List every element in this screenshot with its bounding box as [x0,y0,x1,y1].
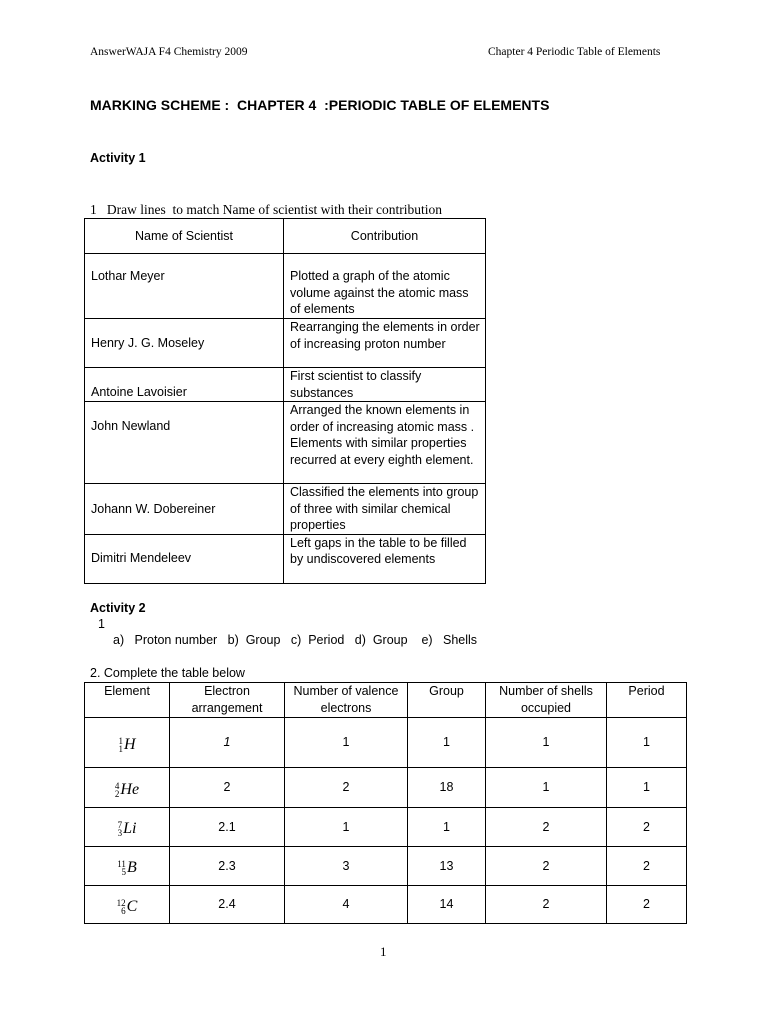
scientist-name: John Newland [85,402,284,484]
mass-number: 4 [114,780,120,791]
header-electron-arrangement: Electron arrangement [170,683,285,718]
page-number: 1 [380,944,387,959]
scientist-contribution: Plotted a graph of the atomic volume against the atomic mass of elements [284,254,486,319]
element-symbol [117,860,136,877]
element-symbol [115,782,139,799]
symbol: H [123,735,136,753]
element-symbol [118,737,135,754]
group: 1 [408,808,486,847]
mass-number: 1 [118,735,123,746]
element-symbol-cell [85,847,170,886]
table-row [85,319,486,368]
table-row [85,534,486,583]
shells-occupied: 1 [486,768,607,808]
header-right: Chapter 4 Periodic Table of Elements [488,46,661,58]
header-group: Group [408,683,486,718]
header-name-of-scientist: Name of Scientist [85,219,284,254]
header-period: Period [607,683,687,718]
atomic-number: 1 [118,743,123,754]
scientist-name: Henry J. G. Moseley [85,319,284,368]
electron-arrangement: 2.1 [170,808,285,847]
header-element: Element [85,683,170,718]
table-row [85,808,687,847]
atomic-number: 3 [117,828,123,839]
table-row [85,484,486,535]
electron-arrangement: 2.3 [170,847,285,886]
table-row [85,254,486,319]
scientist-table-header [85,219,486,254]
header-shells-occupied: Number of shells occupied [486,683,607,718]
activity-2-answers: a) Proton number b) Group c) Period d) Group e) Shells [113,633,478,647]
atomic-number: 5 [121,867,126,878]
scientist-contribution: Rearranging the elements in order of increasing proton number [284,319,486,368]
group: 1 [408,718,486,768]
mass-number: 11 [117,859,126,870]
period: 2 [607,808,687,847]
scientist-contribution: Classified the elements into group of three with similar chemical properties [284,484,486,535]
activity-1-question: 1 Draw lines to match Name of scientist with their contribution [90,202,443,217]
period: 1 [607,768,687,808]
activity-2-question-number: 1 [98,617,105,631]
element-symbol [117,899,138,916]
group: 14 [408,886,486,924]
electron-arrangement: 2 [170,768,285,808]
scientist-name: Antoine Lavoisier [85,368,284,402]
period: 2 [607,847,687,886]
scientist-table [84,218,486,584]
mass-number: 12 [116,897,126,908]
valence-electrons: 1 [285,808,408,847]
scientist-name: Dimitri Mendeleev [85,534,284,583]
symbol: Li [123,820,137,838]
valence-electrons: 3 [285,847,408,886]
element-symbol-cell [85,768,170,808]
valence-electrons: 2 [285,768,408,808]
activity-1-heading: Activity 1 [90,151,146,165]
page-title: MARKING SCHEME : CHAPTER 4 :PERIODIC TABLE OF ELEMENTS [90,97,550,113]
table-row [85,847,687,886]
header-valence-electrons: Number of valence electrons [285,683,408,718]
scientist-contribution: First scientist to classify substances [284,368,486,402]
element-table [84,682,687,924]
table-row [85,402,486,484]
header-left: AnswerWAJA F4 Chemistry 2009 [90,46,248,58]
table-row [85,718,687,768]
atomic-number: 6 [121,905,126,916]
valence-electrons: 4 [285,886,408,924]
scientist-name: Lothar Meyer [85,254,284,319]
activity-2-heading: Activity 2 [90,601,146,615]
scientist-contribution: Arranged the known elements in order of increasing atomic mass . Elements with similar properties recurred at every eighth element. [284,402,486,484]
mass-number: 7 [117,820,123,831]
element-symbol-cell [85,886,170,924]
group: 13 [408,847,486,886]
shells-occupied: 1 [486,718,607,768]
period: 2 [607,886,687,924]
shells-occupied: 2 [486,808,607,847]
group: 18 [408,768,486,808]
scientist-contribution: Left gaps in the table to be filled by undiscovered elements [284,534,486,583]
electron-arrangement: 2.4 [170,886,285,924]
symbol: He [120,780,140,798]
header-contribution: Contribution [284,219,486,254]
shells-occupied: 2 [486,886,607,924]
shells-occupied: 2 [486,847,607,886]
period: 1 [607,718,687,768]
element-symbol-cell [85,718,170,768]
electron-arrangement: 1 [170,718,285,768]
symbol: C [126,897,138,915]
valence-electrons: 1 [285,718,408,768]
element-symbol [118,821,137,838]
table-row [85,886,687,924]
element-symbol-cell [85,808,170,847]
activity-2-question-2: 2. Complete the table below [90,666,245,680]
table-row [85,768,687,808]
table-row [85,368,486,402]
symbol: B [126,859,137,877]
atomic-number: 2 [114,788,120,799]
scientist-name: Johann W. Dobereiner [85,484,284,535]
element-table-header [85,683,687,718]
